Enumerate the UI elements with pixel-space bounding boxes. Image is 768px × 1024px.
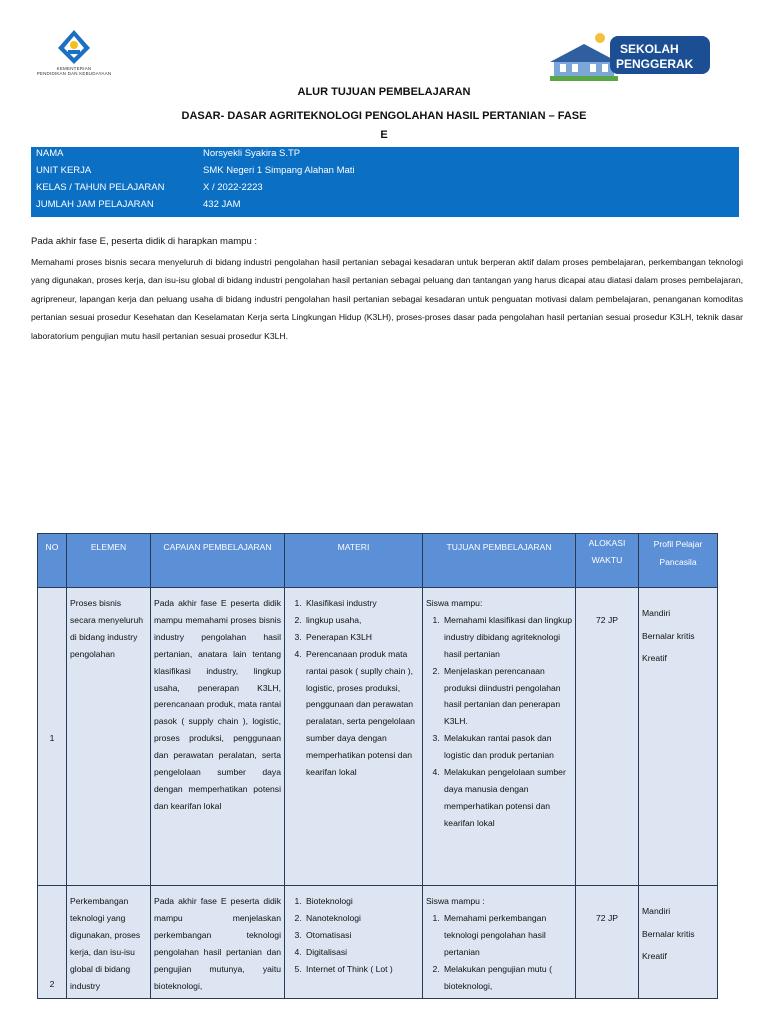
header-profil: Profil Pelajar Pancasila [639,534,718,588]
header-no: NO [38,534,67,588]
header-capaian: CAPAIAN PEMBELAJARAN [151,534,285,588]
nama-value: Norsyekli Syakira S.TP [203,148,301,159]
row-capaian: Pada akhir fase E peserta didik mampu memahami proses bisnis industry pengolahan hasil pertanian, anatara lain tentang klasifikasi industry, lingkup usaha, penerapan K3LH, perencanaan produk, mata rantai pasok ( supply chain ), logistic, proses produksi, penggunaan dan perawatan peralatan, serta pengelolaan sumber daya dengan memperhatikan potensi dan kearifan lokal [151,588,285,886]
nama-label: NAMA [36,148,64,159]
materi-item: 5. Internet of Think ( Lot ) [304,961,419,978]
tujuan-lead: Siswa mampu : [426,896,485,906]
row-no: 1 [38,588,67,886]
logo-text-1: SEKOLAH [620,42,679,56]
row-tujuan [423,588,576,886]
unit-label: UNIT KERJA [36,165,92,176]
header-tujuan: TUJUAN PEMBELAJARAN [423,534,576,588]
tujuan-item: 3. Melakukan rantai pasok dan logistic dan produk pertanian [442,730,572,764]
jam-value: 432 JAM [203,199,241,210]
materi-item: 3. Penerapan K3LH [304,629,419,646]
row-profil [639,886,718,999]
page-title-line3: E [380,129,388,141]
kemdikbud-logo [34,28,114,76]
tujuan-item: 1. Memahami perkembangan teknologi pengolahan hasil pertanian [442,910,572,961]
profil-item: Mandiri [642,906,671,916]
logo-text-2: PENGGERAK [616,57,694,71]
row-capaian: Pada akhir fase E peserta didik mampu menjelaskan perkembangan teknologi pengolahan hasil pertanian dan pengujian mutunya, yaitu bioteknologi, [151,886,285,999]
row-elemen: Proses bisnis secara menyeluruh di bidang industry pengolahan [67,588,151,886]
tut-wuri-handayani-icon [56,28,92,66]
row-materi [285,588,423,886]
header-materi: MATERI [285,534,423,588]
profil-item: Kreatif [642,653,667,663]
row-elemen: Perkembangan teknologi yang digunakan, proses kerja, dan isu-isu global di bidang industry [67,886,151,999]
identity-block [31,147,739,217]
page-title-line1: ALUR TUJUAN PEMBELAJARAN [297,86,471,98]
profil-item: Mandiri [642,608,671,618]
atp-table [37,533,718,999]
row-alokasi: 72 JP [576,886,639,999]
table-row [38,886,718,999]
kelas-value: X / 2022-2223 [203,182,263,193]
materi-item: 1. Klasifikasi industry [304,595,419,612]
row-alokasi: 72 JP [576,588,639,886]
materi-item: 2. lingkup usaha, [304,612,419,629]
table-row [38,588,718,886]
tujuan-item: 2. Melakukan pengujian mutu ( bioteknologi, [442,961,572,995]
materi-item: 1. Bioteknologi [304,893,419,910]
jam-label: JUMLAH JAM PELAJARAN [36,199,154,210]
row-materi [285,886,423,999]
profil-item: Bernalar kritis [642,630,695,641]
tujuan-lead: Siswa mampu: [426,598,483,608]
tujuan-item: 2. Menjelaskan perencanaan produksi diindustri pengolahan hasil pertanian dan penerapan K3LH. [442,663,572,731]
row-no: 2 [38,886,67,999]
row-profil [639,588,718,886]
page-title-line2: DASAR- DASAR AGRITEKNOLOGI PENGOLAHAN HASIL PERTANIAN – FASE [181,110,587,122]
header-elemen: ELEMEN [67,534,151,588]
materi-item: 3. Otomatisasi [304,927,419,944]
tujuan-item: 4. Melakukan pengelolaan sumber daya manusia dengan memperhatikan potensi dan kearifan lokal [442,764,572,832]
profil-item: Bernalar kritis [642,928,695,939]
logo-caption-1: KEMENTERIAN [56,66,92,71]
materi-item: 2. Nanoteknologi [304,910,419,927]
tujuan-item: 1. Memahami klasifikasi dan lingkup industry dibidang agriteknologi hasil pertanian [442,612,572,663]
intro-paragraph: Memahami proses bisnis secara menyeluruh di bidang industri pengolahan hasil pertanian sebagai kesadaran untuk berperan aktif dalam proses pembelajaran, perkembangan teknologi yang digunakan, proses kerja, dan isu-isu global di bidang industri pengolahan hasil pertanian sebagai peluang dan tantangan yang harus dicapai atau diatasi dalam proses pembelajaran, agripreneur, lapangan kerja dan peluang usaha di bidang industri pengolahan hasil pertanian sebagai kesadaran untuk penguatan motivasi dalam pembelajaran, penanganan komoditas pertanian sesuai prosedur Kesehatan dan Keselamatan Kerja serta Lingkungan Hidup (K3LH), proses-proses dasar pada pengolahan hasil pertanian sesuai prosedur K3LH, teknik dasar laboratorium pengujian mutu hasil pertanian sesuai prosedur K3LH. [31,257,743,341]
unit-value: SMK Negeri 1 Simpang Alahan Mati [203,165,355,176]
profil-item: Kreatif [642,951,667,961]
intro-lead: Pada akhir fase E, peserta didik di harapkan mampu : [31,236,258,247]
table-header-row [38,534,718,588]
materi-item: 4. Perencanaan produk mata rantai pasok ( suplly chain ), logistic, proses produksi, penggunaan dan perawatan peralatan, serta pengelolaan sumber daya dengan memperhatikan potensi dan kearifan lokal [304,646,419,781]
logo-caption-2: PENDIDIKAN DAN KEBUDAYAAN [36,71,112,76]
kelas-label: KELAS / TAHUN PELAJARAN [36,182,165,193]
row-tujuan [423,886,576,999]
sekolah-penggerak-logo [550,30,715,82]
materi-item: 4. Digitalisasi [304,944,419,961]
header-alokasi: ALOKASI WAKTU [576,534,639,588]
